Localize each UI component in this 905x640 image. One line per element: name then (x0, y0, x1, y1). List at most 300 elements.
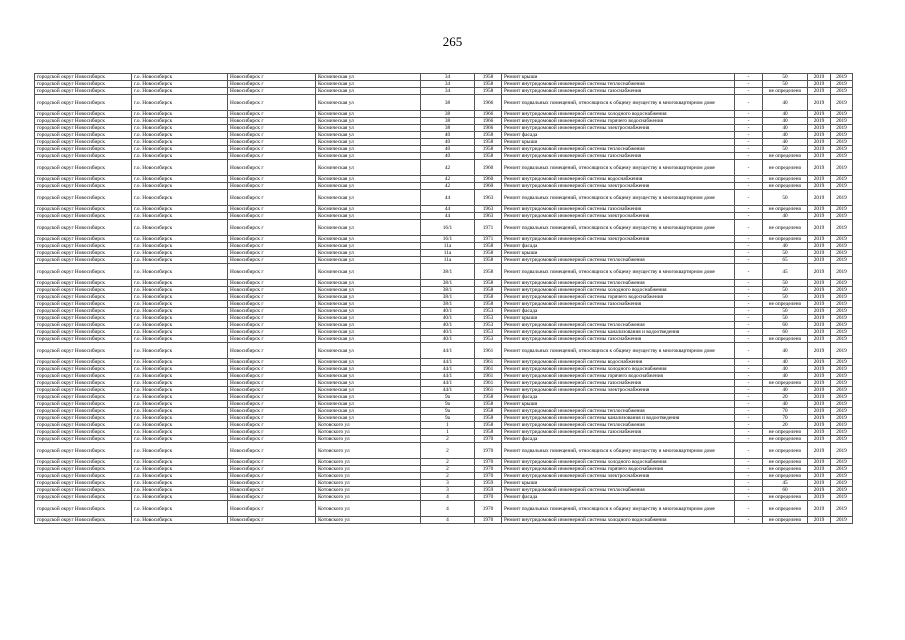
table-row (35, 125, 853, 132)
house-number-cell: 38/1 (421, 294, 475, 301)
house-number-cell: 44 (421, 206, 475, 213)
district-cell: г.о. Новосибирск (132, 280, 228, 287)
dash-cell: - (735, 250, 763, 257)
end-year-cell: 2019 (831, 443, 853, 459)
city-cell: Новосибирск г (228, 459, 316, 466)
dash-cell: - (735, 139, 763, 146)
build-year-cell: 1958 (475, 88, 502, 95)
district-cell: г.о. Новосибирск (132, 257, 228, 264)
house-number-cell: 38/1 (421, 287, 475, 294)
cost-cell: не определено (763, 436, 808, 443)
street-cell: Космическая ул (316, 359, 421, 366)
table-row (35, 322, 853, 329)
end-year-cell: 2019 (831, 220, 853, 236)
house-number-cell: 40 (421, 146, 475, 153)
street-cell: Космическая ул (316, 387, 421, 394)
district-cell: г.о. Новосибирск (132, 473, 228, 480)
cost-cell: 40 (763, 139, 808, 146)
end-year-cell: 2019 (831, 301, 853, 308)
build-year-cell: 1953 (475, 336, 502, 343)
work-type-cell: Ремонт фасада (502, 308, 735, 315)
municipality-cell: городской округ Новосибирск (35, 501, 132, 517)
work-type-cell: Ремонт внутридомовой инженерной системы электроснабжения (502, 387, 735, 394)
house-number-cell: 40 (421, 139, 475, 146)
work-type-cell: Ремонт внутридомовой инженерной системы газоснабжения (502, 301, 735, 308)
district-cell: г.о. Новосибирск (132, 81, 228, 88)
street-cell: Космическая ул (316, 301, 421, 308)
city-cell: Новосибирск г (228, 139, 316, 146)
district-cell: г.о. Новосибирск (132, 308, 228, 315)
city-cell: Новосибирск г (228, 81, 316, 88)
table-row (35, 394, 853, 401)
build-year-cell: 1959 (475, 480, 502, 487)
house-number-cell: 42 (421, 160, 475, 176)
house-number-cell: 9а (421, 401, 475, 408)
street-cell: Котовского ул (316, 429, 421, 436)
work-type-cell: Ремонт внутридомовой инженерной системы горячего водоснабжения (502, 373, 735, 380)
start-year-cell: 2019 (808, 308, 831, 315)
city-cell: Новосибирск г (228, 264, 316, 280)
dash-cell: - (735, 373, 763, 380)
municipality-cell: городской округ Новосибирск (35, 494, 132, 501)
district-cell: г.о. Новосибирск (132, 95, 228, 111)
start-year-cell: 2019 (808, 146, 831, 153)
work-type-cell: Ремонт крыши (502, 315, 735, 322)
municipality-cell: городской округ Новосибирск (35, 257, 132, 264)
city-cell: Новосибирск г (228, 118, 316, 125)
municipality-cell: городской округ Новосибирск (35, 220, 132, 236)
street-cell: Космическая ул (316, 308, 421, 315)
table-row (35, 183, 853, 190)
cost-cell: 50 (763, 81, 808, 88)
start-year-cell: 2019 (808, 88, 831, 95)
start-year-cell: 2019 (808, 494, 831, 501)
table-row (35, 88, 853, 95)
table-row (35, 387, 853, 394)
cost-cell: не определено (763, 380, 808, 387)
municipality-cell: городской округ Новосибирск (35, 366, 132, 373)
table-row (35, 95, 853, 111)
work-type-cell: Ремонт внутридомовой инженерной системы холодного водоснабжения (502, 111, 735, 118)
house-number-cell: 40/1 (421, 329, 475, 336)
municipality-cell: городской округ Новосибирск (35, 74, 132, 81)
district-cell: г.о. Новосибирск (132, 343, 228, 359)
district-cell: г.о. Новосибирск (132, 301, 228, 308)
street-cell: Космическая ул (316, 220, 421, 236)
cost-cell: 60 (763, 329, 808, 336)
cost-cell: 60 (763, 487, 808, 494)
dash-cell: - (735, 429, 763, 436)
build-year-cell: 1966 (475, 125, 502, 132)
work-type-cell: Ремонт внутридомовой инженерной системы канализования и водоотведения (502, 329, 735, 336)
district-cell: г.о. Новосибирск (132, 336, 228, 343)
dash-cell: - (735, 315, 763, 322)
page-number: 265 (442, 34, 463, 49)
district-cell: г.о. Новосибирск (132, 190, 228, 206)
dash-cell: - (735, 443, 763, 459)
municipality-cell: городской округ Новосибирск (35, 264, 132, 280)
municipality-cell: городской округ Новосибирск (35, 280, 132, 287)
work-type-cell: Ремонт подвальных помещений, относящихся к общему имуществу в многоквартирном доме (502, 343, 735, 359)
start-year-cell: 2019 (808, 280, 831, 287)
city-cell: Новосибирск г (228, 408, 316, 415)
house-number-cell: 11а (421, 257, 475, 264)
street-cell: Космическая ул (316, 95, 421, 111)
build-year-cell: 1953 (475, 322, 502, 329)
house-number-cell: 38 (421, 125, 475, 132)
work-type-cell: Ремонт внутридомовой инженерной системы газоснабжения (502, 380, 735, 387)
house-number-cell: 4 (421, 501, 475, 517)
work-type-cell: Ремонт подвальных помещений, относящихся к общему имуществу в многоквартирном доме (502, 160, 735, 176)
house-number-cell: 16/1 (421, 236, 475, 243)
street-cell: Котовского ул (316, 501, 421, 517)
municipality-cell: городской округ Новосибирск (35, 473, 132, 480)
municipality-cell: городской округ Новосибирск (35, 387, 132, 394)
end-year-cell: 2019 (831, 415, 853, 422)
end-year-cell: 2019 (831, 95, 853, 111)
end-year-cell: 2019 (831, 387, 853, 394)
start-year-cell: 2019 (808, 394, 831, 401)
dash-cell: - (735, 206, 763, 213)
house-number-cell: 9а (421, 394, 475, 401)
street-cell: Космическая ул (316, 213, 421, 220)
end-year-cell: 2019 (831, 125, 853, 132)
end-year-cell: 2019 (831, 494, 853, 501)
start-year-cell: 2019 (808, 487, 831, 494)
build-year-cell: 1958 (475, 74, 502, 81)
build-year-cell: 1958 (475, 257, 502, 264)
district-cell: г.о. Новосибирск (132, 213, 228, 220)
cost-cell: 40 (763, 243, 808, 250)
street-cell: Котовского ул (316, 422, 421, 429)
district-cell: г.о. Новосибирск (132, 220, 228, 236)
dash-cell: - (735, 459, 763, 466)
work-type-cell: Ремонт внутридомовой инженерной системы электроснабжения (502, 473, 735, 480)
build-year-cell: 1958 (475, 287, 502, 294)
city-cell: Новосибирск г (228, 466, 316, 473)
end-year-cell: 2019 (831, 315, 853, 322)
table-row (35, 257, 853, 264)
work-type-cell: Ремонт внутридомовой инженерной системы водоснабжения (502, 176, 735, 183)
street-cell: Космическая ул (316, 176, 421, 183)
end-year-cell: 2019 (831, 322, 853, 329)
build-year-cell: 1961 (475, 373, 502, 380)
work-type-cell: Ремонт внутридомовой инженерной системы теплоснабжения (502, 422, 735, 429)
district-cell: г.о. Новосибирск (132, 501, 228, 517)
build-year-cell: 1966 (475, 95, 502, 111)
city-cell: Новосибирск г (228, 373, 316, 380)
municipality-cell: городской округ Новосибирск (35, 213, 132, 220)
house-number-cell: 44 (421, 190, 475, 206)
build-year-cell: 1961 (475, 343, 502, 359)
city-cell: Новосибирск г (228, 183, 316, 190)
street-cell: Котовского ул (316, 494, 421, 501)
city-cell: Новосибирск г (228, 206, 316, 213)
work-type-cell: Ремонт подвальных помещений, относящихся к общему имуществу в многоквартирном доме (502, 95, 735, 111)
dash-cell: - (735, 111, 763, 118)
district-cell: г.о. Новосибирск (132, 387, 228, 394)
table-row (35, 473, 853, 480)
start-year-cell: 2019 (808, 329, 831, 336)
district-cell: г.о. Новосибирск (132, 480, 228, 487)
cost-cell: не определено (763, 494, 808, 501)
city-cell: Новосибирск г (228, 422, 316, 429)
municipality-cell: городской округ Новосибирск (35, 359, 132, 366)
city-cell: Новосибирск г (228, 487, 316, 494)
work-type-cell: Ремонт подвальных помещений, относящихся к общему имуществу в многоквартирном доме (502, 443, 735, 459)
start-year-cell: 2019 (808, 359, 831, 366)
work-type-cell: Ремонт фасада (502, 243, 735, 250)
table-row (35, 466, 853, 473)
table-row (35, 429, 853, 436)
municipality-cell: городской округ Новосибирск (35, 111, 132, 118)
build-year-cell: 1963 (475, 206, 502, 213)
table-row (35, 422, 853, 429)
dash-cell: - (735, 125, 763, 132)
dash-cell: - (735, 118, 763, 125)
table-row (35, 139, 853, 146)
table-row (35, 308, 853, 315)
end-year-cell: 2019 (831, 213, 853, 220)
work-type-cell: Ремонт подвальных помещений, относящихся к общему имуществу в многоквартирном доме (502, 501, 735, 517)
house-number-cell: 40/1 (421, 315, 475, 322)
cost-cell: не определено (763, 206, 808, 213)
street-cell: Космическая ул (316, 236, 421, 243)
dash-cell: - (735, 480, 763, 487)
end-year-cell: 2019 (831, 257, 853, 264)
city-cell: Новосибирск г (228, 387, 316, 394)
cost-cell: не определено (763, 459, 808, 466)
district-cell: г.о. Новосибирск (132, 236, 228, 243)
build-year-cell: 1958 (475, 243, 502, 250)
city-cell: Новосибирск г (228, 494, 316, 501)
house-number-cell: 38 (421, 95, 475, 111)
street-cell: Космическая ул (316, 183, 421, 190)
street-cell: Космическая ул (316, 336, 421, 343)
district-cell: г.о. Новосибирск (132, 359, 228, 366)
street-cell: Котовского ул (316, 487, 421, 494)
table-row (35, 264, 853, 280)
cost-cell: 50 (763, 308, 808, 315)
city-cell: Новосибирск г (228, 517, 316, 524)
district-cell: г.о. Новосибирск (132, 139, 228, 146)
end-year-cell: 2019 (831, 250, 853, 257)
municipality-cell: городской округ Новосибирск (35, 88, 132, 95)
build-year-cell: 1966 (475, 118, 502, 125)
dash-cell: - (735, 190, 763, 206)
street-cell: Космическая ул (316, 132, 421, 139)
dash-cell: - (735, 517, 763, 524)
district-cell: г.о. Новосибирск (132, 436, 228, 443)
build-year-cell: 1958 (475, 146, 502, 153)
build-year-cell: 1958 (475, 429, 502, 436)
city-cell: Новосибирск г (228, 443, 316, 459)
work-type-cell: Ремонт фасада (502, 394, 735, 401)
house-number-cell: 4 (421, 517, 475, 524)
city-cell: Новосибирск г (228, 343, 316, 359)
district-cell: г.о. Новосибирск (132, 183, 228, 190)
dash-cell: - (735, 264, 763, 280)
street-cell: Космическая ул (316, 280, 421, 287)
city-cell: Новосибирск г (228, 220, 316, 236)
table-row (35, 415, 853, 422)
cost-cell: не определено (763, 183, 808, 190)
build-year-cell: 1953 (475, 315, 502, 322)
municipality-cell: городской округ Новосибирск (35, 206, 132, 213)
city-cell: Новосибирск г (228, 243, 316, 250)
city-cell: Новосибирск г (228, 250, 316, 257)
house-number-cell: 44/1 (421, 343, 475, 359)
district-cell: г.о. Новосибирск (132, 415, 228, 422)
street-cell: Котовского ул (316, 459, 421, 466)
end-year-cell: 2019 (831, 118, 853, 125)
street-cell: Космическая ул (316, 81, 421, 88)
end-year-cell: 2019 (831, 366, 853, 373)
house-number-cell: 38/1 (421, 264, 475, 280)
street-cell: Космическая ул (316, 343, 421, 359)
table-row (35, 517, 853, 524)
start-year-cell: 2019 (808, 139, 831, 146)
cost-cell: 40 (763, 125, 808, 132)
end-year-cell: 2019 (831, 501, 853, 517)
start-year-cell: 2019 (808, 501, 831, 517)
house-number-cell: 42 (421, 176, 475, 183)
end-year-cell: 2019 (831, 359, 853, 366)
dash-cell: - (735, 81, 763, 88)
work-type-cell: Ремонт внутридомовой инженерной системы газоснабжения (502, 336, 735, 343)
end-year-cell: 2019 (831, 294, 853, 301)
build-year-cell: 1958 (475, 139, 502, 146)
end-year-cell: 2019 (831, 466, 853, 473)
district-cell: г.о. Новосибирск (132, 373, 228, 380)
start-year-cell: 2019 (808, 387, 831, 394)
municipality-cell: городской округ Новосибирск (35, 236, 132, 243)
city-cell: Новосибирск г (228, 236, 316, 243)
dash-cell: - (735, 176, 763, 183)
table-row (35, 118, 853, 125)
district-cell: г.о. Новосибирск (132, 380, 228, 387)
city-cell: Новосибирск г (228, 322, 316, 329)
dash-cell: - (735, 322, 763, 329)
cost-cell: 50 (763, 315, 808, 322)
table-row (35, 146, 853, 153)
city-cell: Новосибирск г (228, 294, 316, 301)
work-type-cell: Ремонт подвальных помещений, относящихся к общему имуществу в многоквартирном доме (502, 190, 735, 206)
work-type-cell: Ремонт подвальных помещений, относящихся к общему имуществу в многоквартирном доме (502, 220, 735, 236)
city-cell: Новосибирск г (228, 95, 316, 111)
work-type-cell: Ремонт подвальных помещений, относящихся к общему имуществу в многоквартирном доме (502, 264, 735, 280)
start-year-cell: 2019 (808, 132, 831, 139)
city-cell: Новосибирск г (228, 380, 316, 387)
house-number-cell: 34 (421, 81, 475, 88)
end-year-cell: 2019 (831, 394, 853, 401)
table-row (35, 366, 853, 373)
work-type-cell: Ремонт фасада (502, 494, 735, 501)
cost-cell: не определено (763, 176, 808, 183)
cost-cell: 40 (763, 111, 808, 118)
city-cell: Новосибирск г (228, 301, 316, 308)
table-row (35, 206, 853, 213)
cost-cell: 70 (763, 415, 808, 422)
municipality-cell: городской округ Новосибирск (35, 373, 132, 380)
district-cell: г.о. Новосибирск (132, 322, 228, 329)
end-year-cell: 2019 (831, 88, 853, 95)
municipality-cell: городской округ Новосибирск (35, 408, 132, 415)
cost-cell: 50 (763, 287, 808, 294)
build-year-cell: 1961 (475, 387, 502, 394)
build-year-cell: 1958 (475, 264, 502, 280)
build-year-cell: 1958 (475, 250, 502, 257)
work-type-cell: Ремонт внутридомовой инженерной системы горячего водоснабжения (502, 118, 735, 125)
dash-cell: - (735, 183, 763, 190)
dash-cell: - (735, 336, 763, 343)
start-year-cell: 2019 (808, 380, 831, 387)
table-row (35, 74, 853, 81)
start-year-cell: 2019 (808, 213, 831, 220)
start-year-cell: 2019 (808, 301, 831, 308)
city-cell: Новосибирск г (228, 329, 316, 336)
table-row (35, 401, 853, 408)
end-year-cell: 2019 (831, 74, 853, 81)
city-cell: Новосибирск г (228, 257, 316, 264)
cost-cell: не определено (763, 236, 808, 243)
district-cell: г.о. Новосибирск (132, 153, 228, 160)
table-row (35, 329, 853, 336)
end-year-cell: 2019 (831, 206, 853, 213)
table-row (35, 153, 853, 160)
cost-cell: не определено (763, 466, 808, 473)
street-cell: Космическая ул (316, 125, 421, 132)
city-cell: Новосибирск г (228, 190, 316, 206)
house-number-cell: 44 (421, 213, 475, 220)
table-row (35, 436, 853, 443)
build-year-cell: 1958 (475, 408, 502, 415)
city-cell: Новосибирск г (228, 480, 316, 487)
dash-cell: - (735, 329, 763, 336)
house-number-cell: 44/1 (421, 373, 475, 380)
work-type-cell: Ремонт фасада (502, 436, 735, 443)
build-year-cell: 1958 (475, 81, 502, 88)
build-year-cell: 1960 (475, 183, 502, 190)
work-type-cell: Ремонт внутридомовой инженерной системы теплоснабжения (502, 280, 735, 287)
street-cell: Котовского ул (316, 517, 421, 524)
street-cell: Котовского ул (316, 466, 421, 473)
city-cell: Новосибирск г (228, 176, 316, 183)
work-type-cell: Ремонт фасада (502, 132, 735, 139)
dash-cell: - (735, 213, 763, 220)
cost-cell: 60 (763, 322, 808, 329)
district-cell: г.о. Новосибирск (132, 422, 228, 429)
street-cell: Котовского ул (316, 436, 421, 443)
table-row (35, 501, 853, 517)
dash-cell: - (735, 380, 763, 387)
dash-cell: - (735, 422, 763, 429)
cost-cell: 50 (763, 190, 808, 206)
dash-cell: - (735, 236, 763, 243)
district-cell: г.о. Новосибирск (132, 517, 228, 524)
end-year-cell: 2019 (831, 146, 853, 153)
work-type-cell: Ремонт внутридомовой инженерной системы теплоснабжения (502, 81, 735, 88)
street-cell: Космическая ул (316, 401, 421, 408)
start-year-cell: 2019 (808, 408, 831, 415)
end-year-cell: 2019 (831, 459, 853, 466)
table-row (35, 343, 853, 359)
end-year-cell: 2019 (831, 343, 853, 359)
build-year-cell: 1971 (475, 220, 502, 236)
start-year-cell: 2019 (808, 422, 831, 429)
dash-cell: - (735, 287, 763, 294)
work-type-cell: Ремонт внутридомовой инженерной системы газоснабжения (502, 429, 735, 436)
